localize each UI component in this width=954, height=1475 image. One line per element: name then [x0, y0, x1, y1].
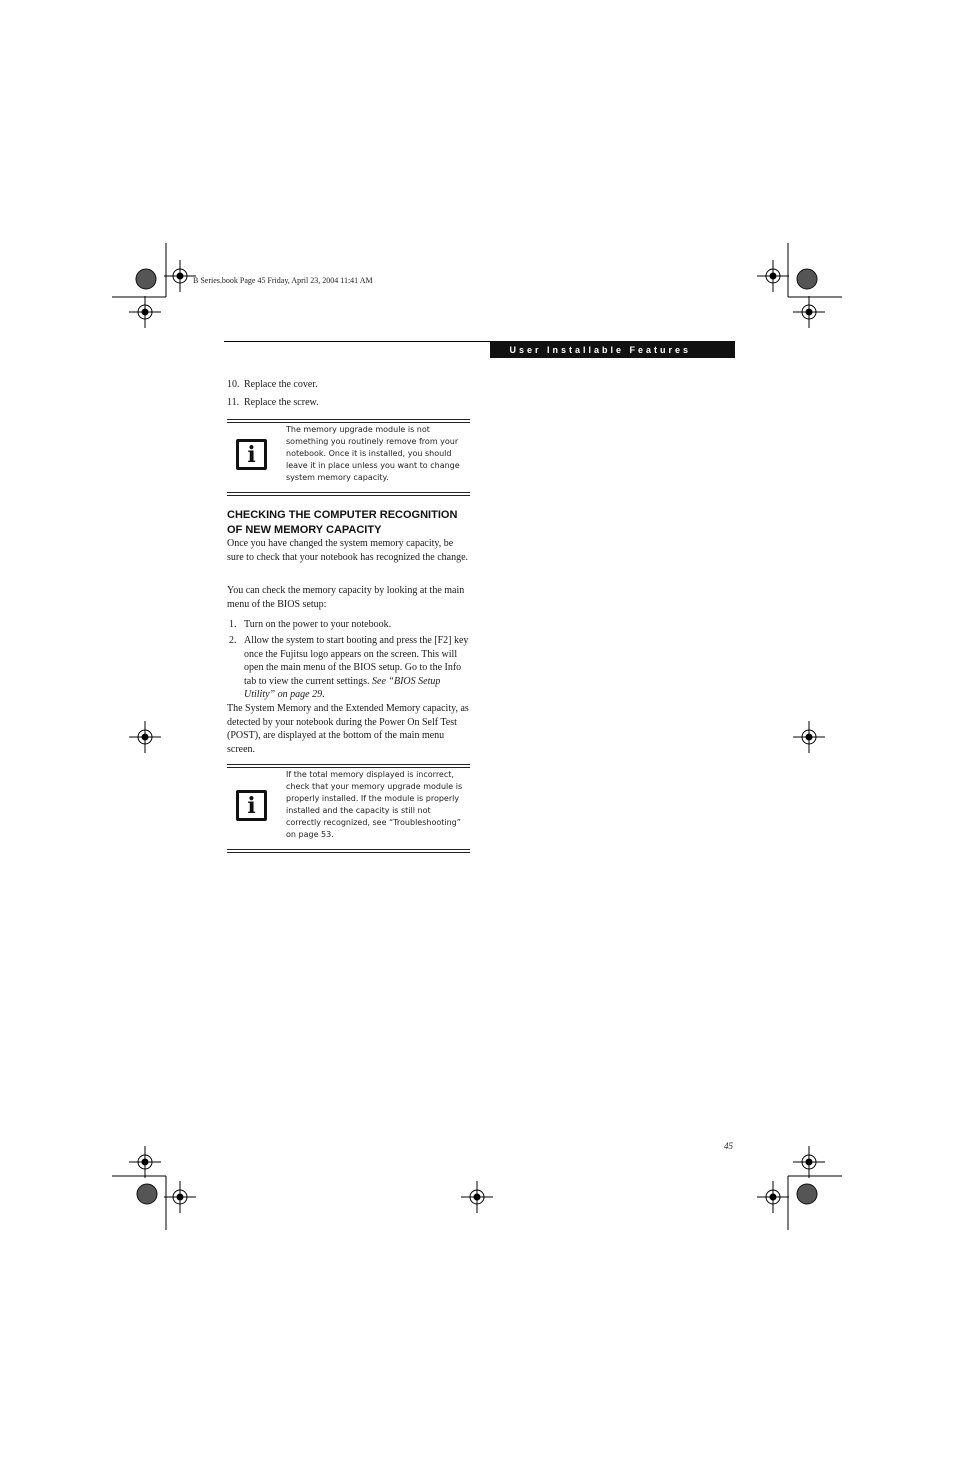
- note-box: [227, 764, 470, 856]
- step-11: [227, 396, 470, 410]
- info-icon: i: [236, 439, 267, 470]
- section-heading: [227, 508, 470, 538]
- note-box: [227, 419, 470, 497]
- heading-line-2: OF NEW MEMORY CAPACITY: [227, 524, 382, 536]
- note-text: If the total memory displayed is incorrect, check that your memory upgrade module is properly installed. If the module is properly installed and the capacity is still not correctly recognized, see “Troubleshooting” on page 53.: [286, 770, 463, 839]
- running-title-bar: [490, 341, 735, 358]
- step-number: 10.: [227, 379, 240, 390]
- note-rule-top: [227, 419, 470, 423]
- info-icon: i: [236, 790, 267, 821]
- page-number: 45: [724, 1141, 733, 1151]
- book-info-slug: B Series.book Page 45 Friday, April 23, 2004 11:41 AM: [193, 276, 373, 285]
- step-number: 2.: [229, 635, 237, 646]
- step-1: [229, 618, 470, 632]
- heading-line-1: CHECKING THE COMPUTER RECOGNITION: [227, 509, 458, 521]
- step-text: Allow the system to start booting and press the [F2] key once the Fujitsu logo appears on the screen. This will open the main menu of the BIOS setup. Go to the Info tab to view the current settings. See “BIOS Setup Utility” on page 29.: [244, 635, 469, 700]
- note-rule-top: [227, 764, 470, 768]
- step-number: 11.: [227, 397, 240, 408]
- paragraph-1: Once you have changed the system memory capacity, be sure to check that your notebook has recognized the change.: [227, 538, 469, 563]
- step-text: Replace the screw.: [244, 397, 319, 408]
- note-rule-bottom: [227, 849, 470, 853]
- running-title: User Installable Features: [509, 344, 691, 355]
- paragraph-3: The System Memory and the Extended Memory capacity, as detected by your notebook during the Power On Self Test (POST), are displayed at the bottom of the main menu screen.: [227, 703, 469, 755]
- header-rule: [224, 341, 490, 342]
- cross-reference[interactable]: See “BIOS Setup Utility”: [244, 675, 441, 700]
- note-rule-bottom: [227, 492, 470, 496]
- step-text: Replace the cover.: [244, 379, 318, 390]
- cross-reference-page: on page 29: [275, 689, 323, 700]
- step-10: [227, 378, 470, 392]
- step-2: [229, 634, 470, 704]
- step-text: Turn on the power to your notebook.: [244, 619, 392, 630]
- paragraph-2: You can check the memory capacity by looking at the main menu of the BIOS setup:: [227, 585, 465, 610]
- note-text: The memory upgrade module is not something you routinely remove from your notebook. Once it is installed, you should leave it in place unless you want to change system memory capacity.: [286, 425, 460, 482]
- step-number: 1.: [229, 619, 237, 630]
